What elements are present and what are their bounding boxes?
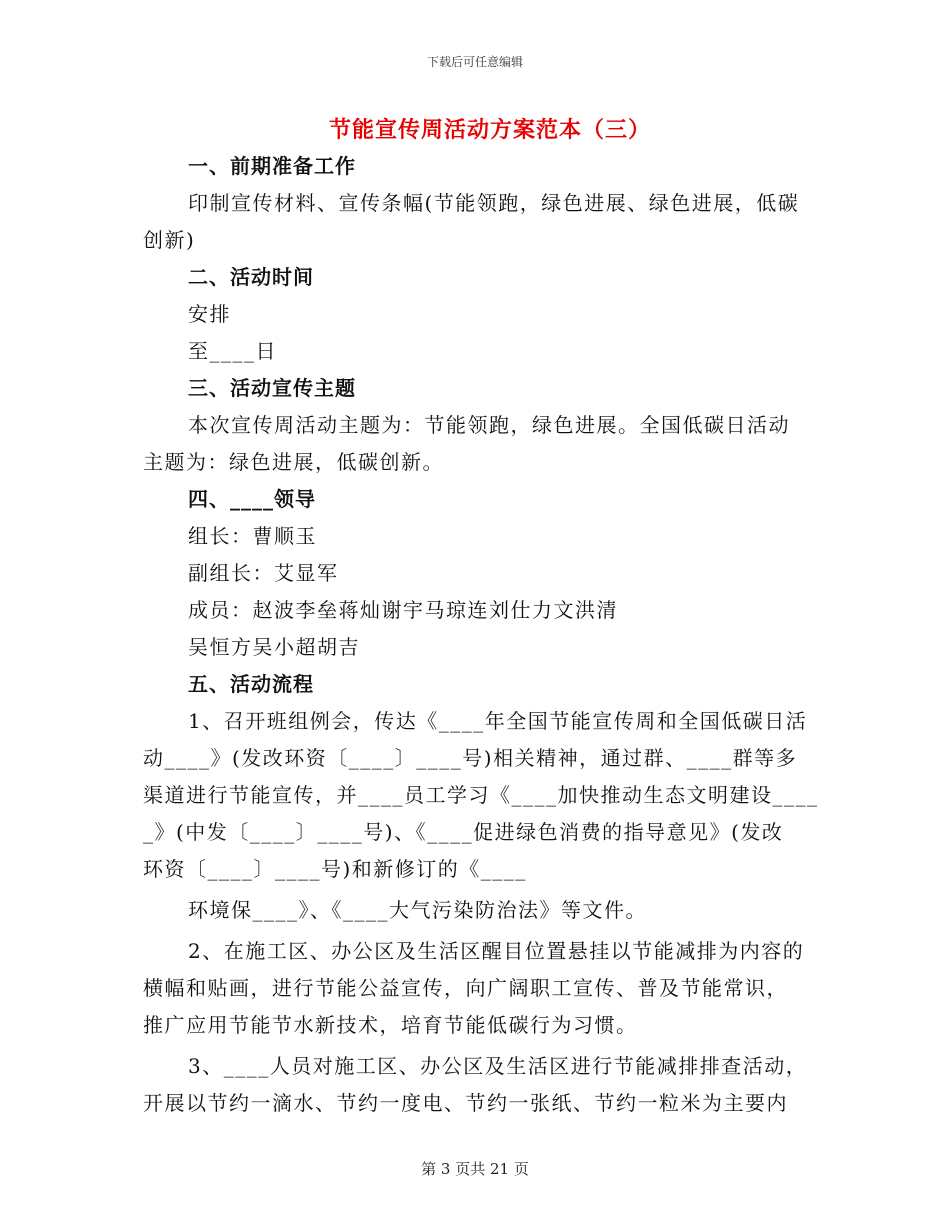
paragraph-line: 动____》(发改环资〔____〕____号)相关精神，通过群、____群等多	[143, 746, 798, 770]
paragraph-line: 至____日	[188, 339, 277, 363]
paragraph-line: 主题为：绿色进展，低碳创新。	[143, 450, 444, 474]
document-body	[143, 148, 819, 1122]
paragraph-line: 2、在施工区、办公区及生活区醒目位置悬挂以节能减排为内容的	[188, 939, 805, 963]
section-heading: 三、活动宣传主题	[188, 376, 356, 400]
page-header: 下载后可任意编辑	[426, 55, 523, 69]
paragraph-line: 渠道进行节能宣传，并____员工学习《____加快推动生态文明建设____	[143, 783, 819, 807]
section-heading: 一、前期准备工作	[188, 154, 356, 178]
paragraph-line: 开展以节约一滴水、节约一度电、节约一张纸、节约一粒米为主要内	[143, 1091, 788, 1115]
paragraph-line: 推广应用节能节水新技术，培育节能低碳行为习惯。	[143, 1013, 638, 1037]
paragraph-line: 安排	[188, 302, 231, 326]
section-heading: 五、活动流程	[188, 672, 314, 696]
paragraph-line: 副组长：艾显军	[188, 561, 339, 585]
paragraph-line: 组长：曹顺玉	[188, 524, 317, 548]
paragraph-line: 吴恒方吴小超胡吉	[188, 635, 360, 659]
section-heading: 二、活动时间	[188, 265, 314, 289]
document-title: 节能宣传周活动方案范本（三）	[328, 117, 651, 143]
page-footer: 第 3 页共 21 页	[421, 1160, 529, 1178]
section-heading: 四、____领导	[188, 487, 316, 511]
paragraph-line: 3、____人员对施工区、办公区及生活区进行节能减排排查活动，	[188, 1054, 808, 1078]
paragraph-line: 环境保____》、《____大气污染防治法》等文件。	[188, 898, 647, 922]
paragraph-line: 成员：赵波李垒蒋灿谢宇马琼连刘仕力文洪清	[188, 598, 618, 622]
paragraph-line: 创新)	[143, 228, 196, 252]
paragraph-line: 横幅和贴画，进行节能公益宣传，向广阔职工宣传、普及节能常识，	[143, 976, 788, 1000]
paragraph-line: 环资〔____〕____号)和新修订的《____	[143, 857, 527, 881]
paragraph-line: 本次宣传周活动主题为：节能领跑，绿色进展。全国低碳日活动	[188, 413, 790, 437]
paragraph-line: _》(中发〔____〕____号)、《____促进绿色消费的指导意见》(发改	[143, 820, 784, 844]
paragraph-line: 印制宣传材料、宣传条幅(节能领跑，绿色进展、绿色进展，低碳	[188, 191, 800, 215]
paragraph-line: 1、召开班组例会，传达《____年全国节能宣传周和全国低碳日活	[188, 709, 808, 733]
